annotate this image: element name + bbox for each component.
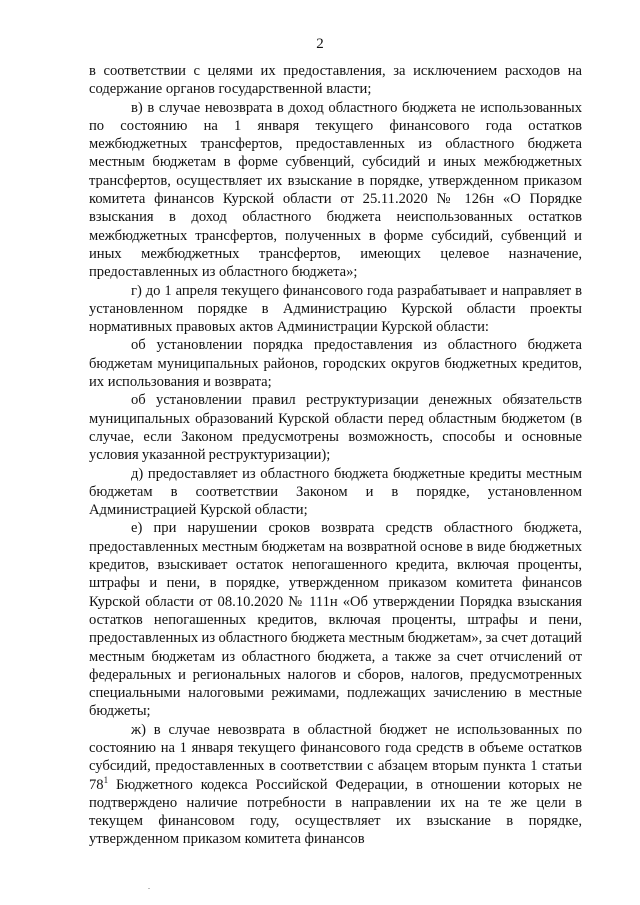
paragraph-item-zh-text-end: Бюджетного кодекса Российской Федерации, в отношении которых не подтверждено наличие потребности в направлении их на те же цели в текущем финансовом году, осуществляет их взыскание в порядке, утвержденном приказом комитета финансов: [89, 776, 582, 848]
paragraph-subitem-loans-procedure: об установлении порядка предоставления из областного бюджета бюджетам муниципальных районов, городских округов бюджетных кредитов, их использования и возврата;: [89, 337, 582, 391]
article-superscript: 1: [103, 774, 109, 785]
paragraph-item-zh-text-start: ж) в случае невозврата в областной бюджет не использованных по состоянию на 1 января текущего финансового года средств в объеме остатков субсидий, предоставленных в соответствии с абзацем вторым пункта 1 статьи 78: [89, 721, 582, 793]
paragraph-subitem-restructuring: об установлении правил реструктуризации денежных обязательств муниципальных образований Курской области перед областным бюджетом (в случае, если Законом предусмотрены возможность, способы и основные условия указанной реструктуризации);: [89, 392, 582, 464]
document-body: [89, 62, 582, 849]
page-number: 2: [316, 36, 324, 52]
paragraph-item-g: г) до 1 апреля текущего финансового года разрабатывает и направляет в установленном порядке в Администрацию Курской области проекты нормативных правовых актов Администрации Курской области:: [89, 282, 582, 336]
paragraph-item-v: в) в случае невозврата в доход областного бюджета не использованных по состоянию на 1 января текущего финансового года остатков межбюджетных трансфертов, предоставленных из областного бюджета местным бюджетам в форме субвенций, субсидий и иных межбюджетных трансфертов, осуществляет их взыскание в порядке, утвержденном приказом комитета финансов Курской области от 25.11.2020 № 126н «О Порядке взыскания в доход областного бюджета неиспользованных остатков межбюджетных трансфертов, полученных в форме субсидий, субвенций и иных межбюджетных трансфертов, имеющих целевое назначение, предоставленных из областного бюджета»;: [89, 99, 582, 281]
paragraph-continuation: в соответствии с целями их предоставления, за исключением расходов на содержание органов государственной власти;: [89, 63, 582, 98]
paragraph-item-e: е) при нарушении сроков возврата средств областного бюджета, предоставленных местным бюджетам на возвратной основе в виде бюджетных кредитов, взыскивает остаток непогашенного кредита, включая проценты, штрафы и пени, в порядке, утвержденном приказом комитета финансов Курской области от 08.10.2020 № 111н «Об утверждении Порядка взыскания остатков непогашенных кредитов, включая проценты, штрафы и пени, предоставленных из областного бюджета местным бюджетам», за счет дотаций местным бюджетам из областного бюджета, а также за счет отчислений от федеральных и региональных налогов и сборов, налогов, предусмотренных специальными налоговыми режимами, подлежащих зачислению в местные бюджеты;: [89, 520, 582, 720]
paragraph-item-zh: [89, 721, 582, 849]
paragraph-item-d: д) предоставляет из областного бюджета бюджетные кредиты местным бюджетам в соответствии Законом и в порядке, установленном Администрацией Курской области;: [89, 465, 582, 519]
scan-speck: [148, 888, 150, 889]
